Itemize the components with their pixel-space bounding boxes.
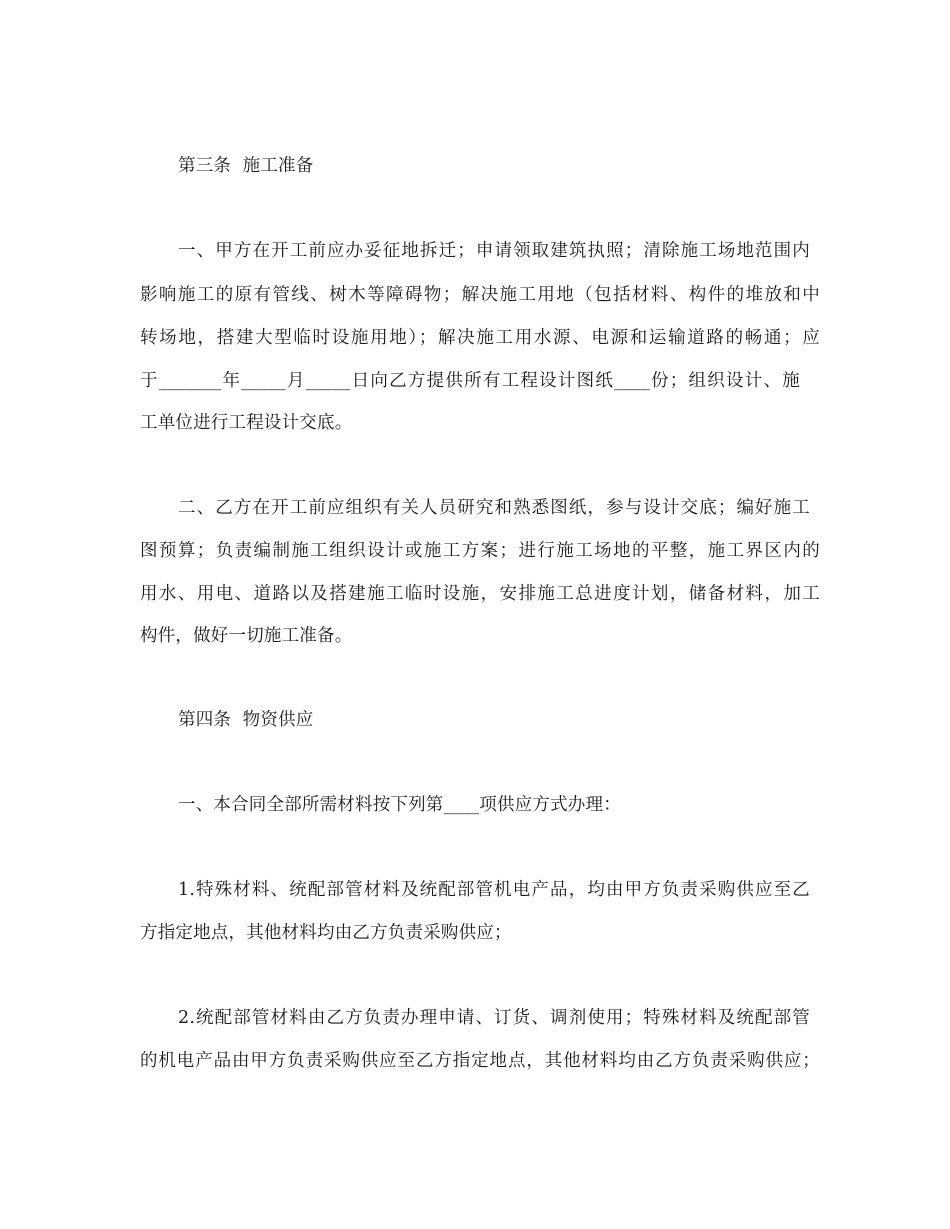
article4-item1-line1: 1.特殊材料、统配部管材料及统配部管机电产品，均由甲方负责采购供应至乙: [178, 880, 810, 900]
article4-para1: 一、本合同全部所需材料按下列第____项供应方式办理：: [178, 795, 621, 815]
article3-para1-line5: 工单位进行工程设计交底。: [140, 413, 353, 433]
article3-para1-line1: 一、甲方在开工前应办妥征地拆迁；申请领取建筑执照；清除施工场地范围内: [178, 241, 810, 261]
article3-para2-line2: 图预算；负责编制施工组织设计或施工方案；进行施工场地的平整，施工界区内的: [140, 541, 820, 561]
article3-para1-line4: 于_______年_____月_____日向乙方提供所有工程设计图纸____份；组织设计、施: [140, 371, 800, 391]
article3-para2-line3: 用水、用电、道路以及搭建施工临时设施，安排施工总进度计划，储备材料，加工: [140, 584, 820, 604]
article4-item2-line2: 的机电产品由甲方负责采购供应至乙方指定地点，其他材料均由乙方负责采购供应；: [140, 1051, 820, 1071]
article4-heading: 第四条 物资供应: [178, 710, 314, 730]
article3-para2-line4: 构件，做好一切施工准备。: [140, 626, 353, 646]
article3-heading: 第三条 施工准备: [178, 156, 314, 176]
article3-para1-line3: 转场地，搭建大型临时设施用地）；解决施工用水源、电源和运输道路的畅通；应: [140, 328, 820, 348]
article4-item1-line2: 方指定地点，其他材料均由乙方负责采购供应；: [140, 923, 512, 943]
article3-para2-line1: 二、乙方在开工前应组织有关人员研究和熟悉图纸，参与设计交底；编好施工: [178, 498, 810, 518]
article3-para1-line2: 影响施工的原有管线、树木等障碍物；解决施工用地（包括材料、构件的堆放和中: [140, 285, 820, 305]
article4-item2-line1: 2.统配部管材料由乙方负责办理申请、订货、调剂使用；特殊材料及统配部管: [178, 1008, 810, 1028]
